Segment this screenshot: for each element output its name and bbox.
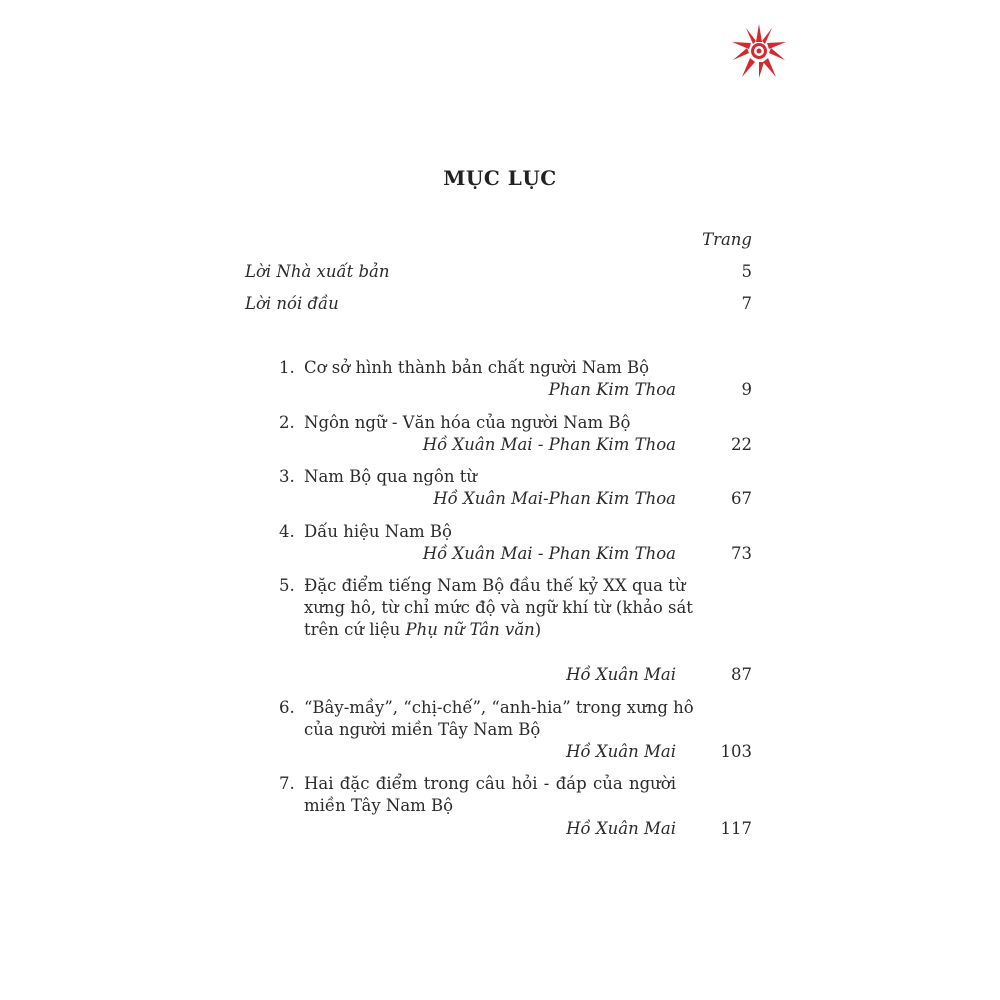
entry-number: 3. [279,467,295,486]
front-matter-title: Lời Nhà xuất bản [245,262,390,281]
entry-page: 67 [731,489,752,508]
entry-number: 1. [279,358,295,377]
entry-title-line: xưng hô, từ chỉ mức độ và ngữ khí từ (khảo sát [304,598,693,617]
front-matter-title: Lời nói đầu [245,294,339,313]
entry-number: 4. [279,522,295,541]
journal-name: Phụ nữ Tân văn [405,620,535,639]
entry-title-line: “Bây-mầy”, “chị-chế”, “anh-hia” trong xưng hô [304,698,694,717]
entry-title-line: Hai đặc điểm trong câu hỏi - đáp của người [304,774,676,793]
entry-number: 5. [279,576,295,595]
page-column-header: Trang [702,230,752,249]
entry-author: Hồ Xuân Mai [566,665,676,684]
entry-title-line: Nam Bộ qua ngôn từ [304,467,477,486]
entry-page: 73 [731,544,752,563]
entry-page: 87 [731,665,752,684]
entry-title-line: miền Tây Nam Bộ [304,796,454,815]
entry-author: Hồ Xuân Mai [566,819,676,838]
closing-paren: ) [534,620,542,639]
entry-author: Hồ Xuân Mai - Phan Kim Thoa [422,435,676,454]
entry-number: 2. [279,413,295,432]
entry-author: Phan Kim Thoa [548,380,676,399]
entry-author: Hồ Xuân Mai [566,742,676,761]
entry-page: 22 [731,435,752,454]
entry-page: 9 [741,380,752,399]
entry-page: 117 [720,819,752,838]
entry-title-line: Đặc điểm tiếng Nam Bộ đầu thế kỷ XX qua từ [304,576,686,595]
entry-title-text: trên cứ liệu [304,620,406,639]
entry-author: Hồ Xuân Mai - Phan Kim Thoa [422,544,676,563]
page-title: MỤC LỤC [443,166,557,190]
entry-title-line: Cơ sở hình thành bản chất người Nam Bộ [304,358,650,377]
entry-number: 6. [279,698,295,717]
entry-title-line: của người miền Tây Nam Bộ [304,720,541,739]
front-matter-page: 5 [741,262,752,281]
entry-author: Hồ Xuân Mai-Phan Kim Thoa [433,489,676,508]
entry-title-line: Ngôn ngữ - Văn hóa của người Nam Bộ [304,413,631,432]
entry-page: 103 [720,742,752,761]
entry-number: 7. [279,774,295,793]
publisher-star-logo-icon [729,22,789,80]
entry-title-line: Dấu hiệu Nam Bộ [304,522,452,541]
front-matter-page: 7 [741,294,752,313]
entry-title-line-last [304,619,541,641]
